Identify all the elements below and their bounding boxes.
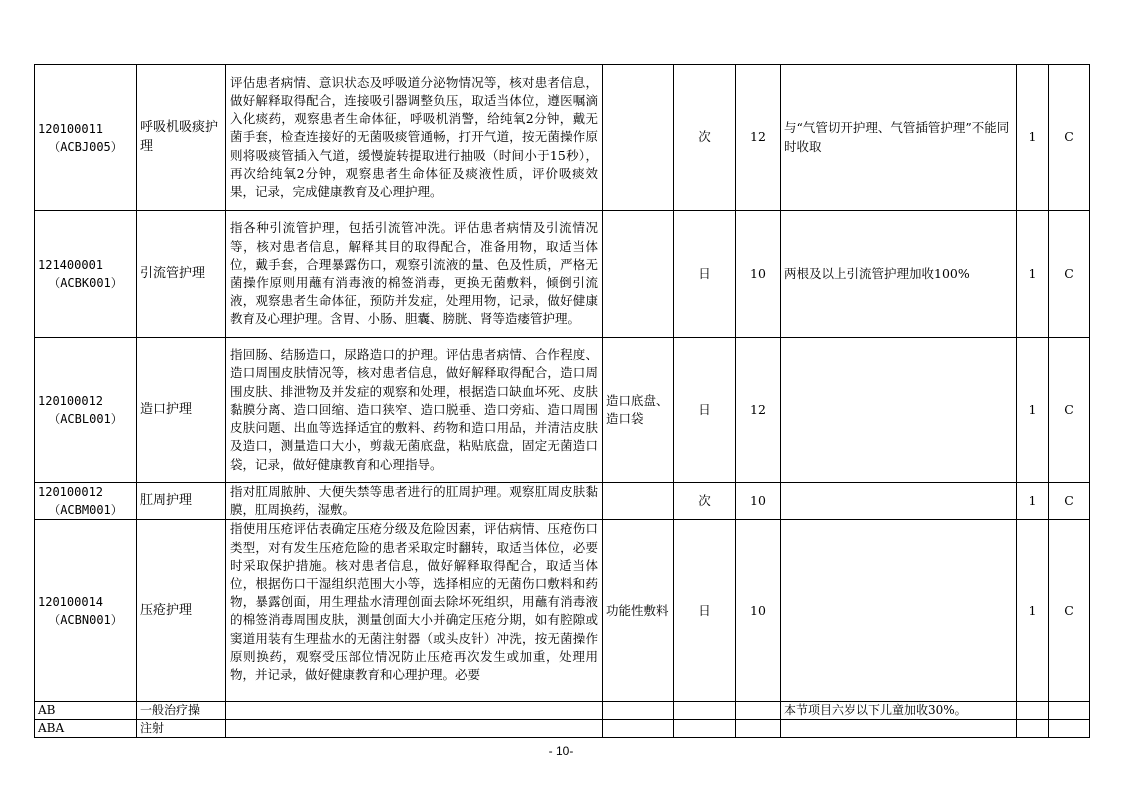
item-col-a: 1 <box>1017 520 1049 702</box>
section-row <box>35 702 1090 720</box>
item-price: 10 <box>736 211 781 338</box>
item-notes <box>781 338 1017 483</box>
item-description: 指使用压疮评估表确定压疮分级及危险因素，评估病情、压疮伤口类型，对有发生压疮危险的患者采取定时翻转，取适当体位，必要时采取保护措施。核对患者信息，做好解释取得配合，取适当体位，根据伤口干湿组织范围大小等，选择相应的无菌伤口敷料和药物，暴露创面，用生理盐水清理创面去除坏死组织，用蘸有消毒液的棉签消毒周围皮肤，测量创面大小并确定压疮分期，如有腔隙或窦道用装有生理盐水的无菌注射器（或头皮针）冲洗，按无菌操作原则换药，观察受压部位情况防止压疮再次发生或加重，处理用物，并记录，做好健康教育和心理护理。必要 <box>230 521 598 683</box>
section-notes <box>781 720 1017 738</box>
section-row <box>35 720 1090 738</box>
item-alt-code: （ACBJ005） <box>48 139 123 154</box>
item-description: 指对肛周脓肿、大便失禁等患者进行的肛周护理。观察肛周皮肤黏膜，肛周换药，湿敷。 <box>226 483 603 520</box>
item-col-a: 1 <box>1017 483 1049 520</box>
item-alt-code: （ACBL001） <box>48 412 123 426</box>
section-notes: 本节项目六岁以下儿童加收30%。 <box>781 702 1017 720</box>
item-excluded: 功能性敷料 <box>603 520 674 702</box>
item-price: 10 <box>736 483 781 520</box>
item-name: 呼吸机吸痰护理 <box>137 65 226 211</box>
item-col-b: C <box>1049 65 1090 211</box>
item-price: 10 <box>736 520 781 702</box>
empty-cell <box>736 702 781 720</box>
item-excluded: 造口底盘、造口袋 <box>603 338 674 483</box>
item-col-b: C <box>1049 483 1090 520</box>
table-row <box>35 211 1090 338</box>
item-col-b: C <box>1049 338 1090 483</box>
item-notes: 两根及以上引流管护理加收100% <box>781 211 1017 338</box>
empty-cell <box>1017 720 1049 738</box>
item-unit: 日 <box>674 338 736 483</box>
item-code: 120100012 <box>38 485 104 500</box>
empty-cell <box>226 720 603 738</box>
section-name: 注射 <box>137 720 226 738</box>
empty-cell <box>1017 702 1049 720</box>
item-excluded <box>603 483 674 520</box>
item-col-b: C <box>1049 520 1090 702</box>
item-unit: 次 <box>674 65 736 211</box>
item-alt-code: （ACBK001） <box>48 276 123 290</box>
item-description: 指各种引流管护理，包括引流管冲洗。评估患者病情及引流情况等，核对患者信息，解释其目的取得配合，准备用物，取适当体位，戴手套，合理暴露伤口，观察引流液的量、色及性质，严格无菌操作原则用蘸有消毒液的棉签消毒，更换无菌敷料，倾倒引流液，观察患者生命体征，预防并发症，处理用物，记录，做好健康教育及心理护理。含胃、小肠、胆囊、膀胱、肾等造瘘管护理。 <box>226 211 603 338</box>
item-description: 评估患者病情、意识状态及呼吸道分泌物情况等，核对患者信息，做好解释取得配合，连接吸引器调整负压，取适当体位，遵医嘱滴入化痰药，观察患者生命体征，呼吸机消警，给纯氧2分钟，戴无菌手套，检查连接好的无菌吸痰管通畅，打开气道，按无菌操作原则将吸痰管插入气道，缓慢旋转提取进行抽吸（时间小于15秒），再次给纯氧2分钟，观察患者生命体征及痰液性质，评价吸痰效果，记录，完成健康教育及心理护理。 <box>226 65 603 211</box>
empty-cell <box>1049 720 1090 738</box>
item-col-b: C <box>1049 211 1090 338</box>
item-unit: 日 <box>674 211 736 338</box>
table-row <box>35 65 1090 211</box>
item-code-cell <box>35 483 137 520</box>
empty-cell <box>674 720 736 738</box>
item-alt-code: （ACBM001） <box>48 503 123 518</box>
item-code-cell <box>35 211 137 338</box>
item-description-cell <box>226 520 603 702</box>
table-row <box>35 520 1090 702</box>
section-code: ABA <box>35 720 137 738</box>
fee-schedule-table <box>34 64 1090 738</box>
item-code-cell <box>35 520 137 702</box>
table-row <box>35 338 1090 483</box>
item-excluded <box>603 65 674 211</box>
item-code: 120100011 <box>38 121 104 136</box>
item-col-a: 1 <box>1017 65 1049 211</box>
empty-cell <box>603 702 674 720</box>
section-name: 一般治疗操 <box>137 702 226 720</box>
section-code: AB <box>35 702 137 720</box>
item-price: 12 <box>736 338 781 483</box>
item-alt-code: （ACBN001） <box>48 612 123 627</box>
item-name: 肛周护理 <box>137 483 226 520</box>
item-code-cell <box>35 338 137 483</box>
item-code: 121400001 <box>38 258 104 272</box>
empty-cell <box>226 702 603 720</box>
table-row <box>35 483 1090 520</box>
item-unit: 日 <box>674 520 736 702</box>
item-code: 120100014 <box>38 594 104 609</box>
item-code-cell <box>35 65 137 211</box>
item-notes <box>781 483 1017 520</box>
empty-cell <box>674 702 736 720</box>
item-name: 引流管护理 <box>137 211 226 338</box>
item-excluded <box>603 211 674 338</box>
item-description: 指回肠、结肠造口，尿路造口的护理。评估患者病情、合作程度、造口周围皮肤情况等，核对患者信息，做好解释取得配合，造口周围皮肤、排泄物及并发症的观察和处理，根据造口缺血坏死、皮肤黏膜分离、造口回缩、造口狭窄、造口脱垂、造口旁疝、造口周围皮肤问题、出血等选择适宜的敷料、药物和造口用品，并清洁皮肤及造口，测量造口大小，剪裁无菌底盘，粘贴底盘，固定无菌造口袋，记录，做好健康教育和心理指导。 <box>226 338 603 483</box>
page-number: - 10- <box>548 744 574 758</box>
item-code: 120100012 <box>38 394 104 408</box>
item-price: 12 <box>736 65 781 211</box>
item-name: 造口护理 <box>137 338 226 483</box>
item-notes <box>781 520 1017 702</box>
empty-cell <box>1049 702 1090 720</box>
item-col-a: 1 <box>1017 338 1049 483</box>
item-col-a: 1 <box>1017 211 1049 338</box>
empty-cell <box>603 720 674 738</box>
item-notes: 与“气管切开护理、气管插管护理”不能同时收取 <box>781 65 1017 211</box>
empty-cell <box>736 720 781 738</box>
item-unit: 次 <box>674 483 736 520</box>
item-name: 压疮护理 <box>137 520 226 702</box>
